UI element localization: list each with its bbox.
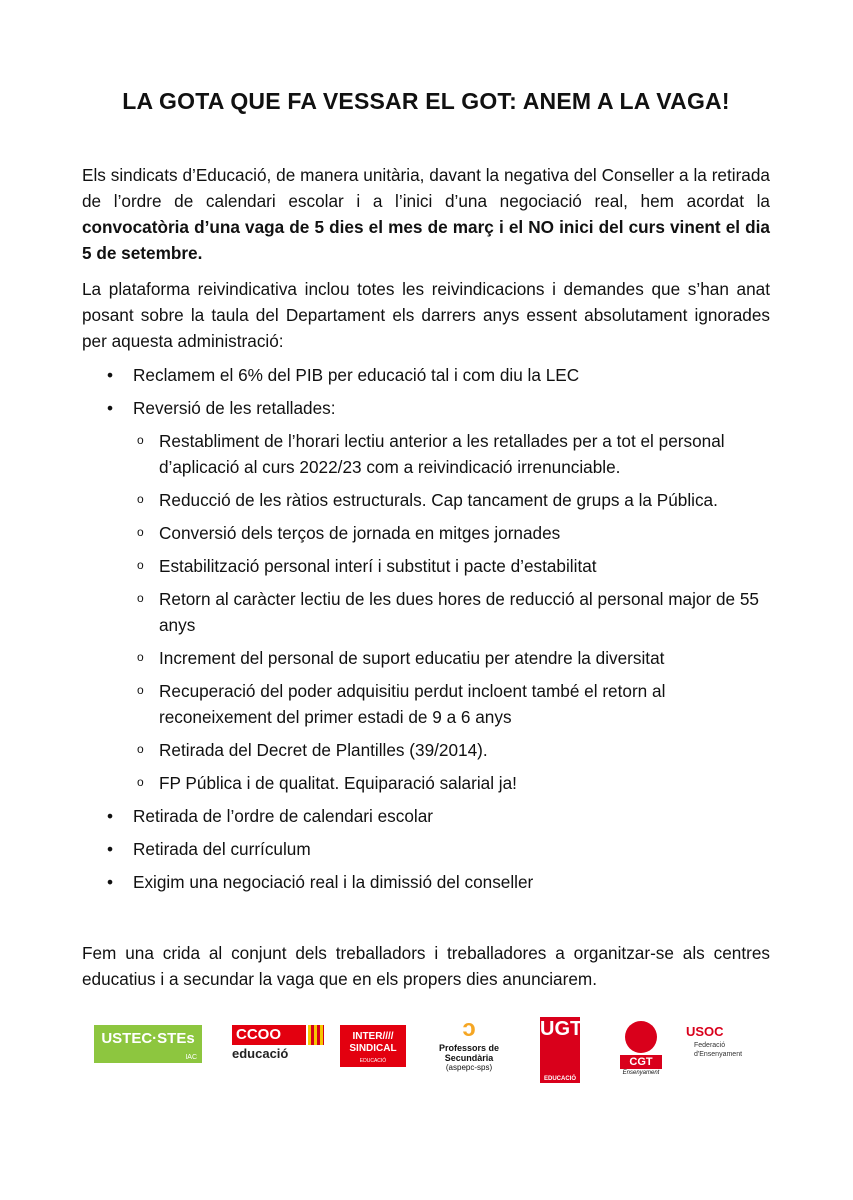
document-page <box>82 88 770 992</box>
intro-text: Els sindicats d’Educació, de manera unitària, davant la negativa del Conseller a la retirada de l’ordre de calendari escolar i a l’inici d’una negociació real, hem acordat la <box>82 165 770 211</box>
inter-logo-text: INTER//// SINDICAL <box>349 1031 397 1054</box>
cgt-logo <box>620 1021 662 1081</box>
inter-logo-sub: EDUCACIÓ <box>359 1058 387 1064</box>
sub-list-item: o Retorn al caràcter lectiu de les dues hores de reducció al personal major de 55 anys <box>82 586 770 638</box>
ugt-logo-sub: EDUCACIÓ <box>543 1076 576 1082</box>
sub-list-item: o Increment del personal de suport educatiu per atendre la diversitat <box>82 645 770 671</box>
professors-secundaria-logo <box>428 1015 510 1085</box>
intro-bold: convocatòria d’una vaga de 5 dies el mes de març i el NO inici del curs vinent el dia 5 de setembre. <box>82 217 770 263</box>
ustec-logo-text: USTEC·STEs <box>101 1030 195 1047</box>
sub-list-item: o Recuperació del poder adquisitiu perdut incloent també el retorn al reconeixement del primer estadi de 9 a 6 anys <box>82 678 770 730</box>
prof-logo-sub: (aspepc-sps) <box>445 1063 493 1072</box>
list-item <box>82 395 770 796</box>
list-item-label: Reversió de les retallades: <box>133 398 336 418</box>
prof-logo-text: Professors de Secundària <box>438 1043 500 1063</box>
document-title: LA GOTA QUE FA VESSAR EL GOT: ANEM A LA VAGA! <box>122 88 730 114</box>
ugt-logo-text: UGT <box>540 1018 583 1040</box>
sub-list-item: o Restabliment de l’horari lectiu anterior a les retallades per a tot el personal d’aplicació al curs 2022/23 com a reivindicació irrenunciable. <box>82 428 770 480</box>
sub-list-item: o Estabilització personal interí i substitut i pacte d’estabilitat <box>82 553 770 579</box>
professors-symbol-icon: ↄ <box>462 1015 476 1042</box>
sub-list-item: o Retirada del Decret de Plantilles (39/2014). <box>82 737 770 763</box>
ccoo-logo-text: CCOO <box>232 1025 306 1045</box>
union-logos <box>92 1015 762 1085</box>
usoc-logo-sub: Federació d'Ensenyament <box>694 1042 743 1058</box>
ustec-logo-sub: IAC <box>185 1054 197 1061</box>
list-item: • Retirada de l’ordre de calendari escolar <box>82 803 770 829</box>
intersindical-logo <box>340 1025 406 1067</box>
intro-paragraph <box>82 162 770 266</box>
usoc-logo-text: USOC <box>686 1024 724 1039</box>
list-item: • Exigim una negociació real i la dimissió del conseller <box>82 869 770 895</box>
ustec-logo <box>94 1025 202 1063</box>
ccoo-logo <box>232 1025 324 1065</box>
catalan-flag-icon <box>308 1025 324 1045</box>
sub-list <box>133 428 770 796</box>
ugt-logo <box>540 1017 583 1083</box>
usoc-logo <box>686 1023 758 1073</box>
list-item: • Reclamem el 6% del PIB per educació tal i com diu la LEC <box>82 362 770 388</box>
sub-list-item: o Reducció de les ràtios estructurals. Cap tancament de grups a la Pública. <box>82 487 770 513</box>
cgt-emblem-icon <box>625 1021 657 1053</box>
closing-paragraph: Fem una crida al conjunt dels treballadors i treballadores a organitzar-se als centres educatius i a secundar la vaga que en els propers dies anunciarem. <box>82 943 770 989</box>
cgt-logo-text: CGT <box>620 1055 662 1069</box>
ccoo-logo-sub: educació <box>232 1046 289 1061</box>
cgt-logo-sub: Ensenyament <box>622 1070 660 1076</box>
sub-list-item: o Conversió dels terços de jornada en mitges jornades <box>82 520 770 546</box>
platform-paragraph: La plataforma reivindicativa inclou totes les reivindicacions i demandes que s’han anat posant sobre la taula del Departament els darrers anys essent absolutament ignorades per aquesta administració: <box>82 279 770 351</box>
list-item: • Retirada del currículum <box>82 836 770 862</box>
demands-list <box>82 362 770 895</box>
sub-list-item: o FP Pública i de qualitat. Equiparació salarial ja! <box>82 770 770 796</box>
